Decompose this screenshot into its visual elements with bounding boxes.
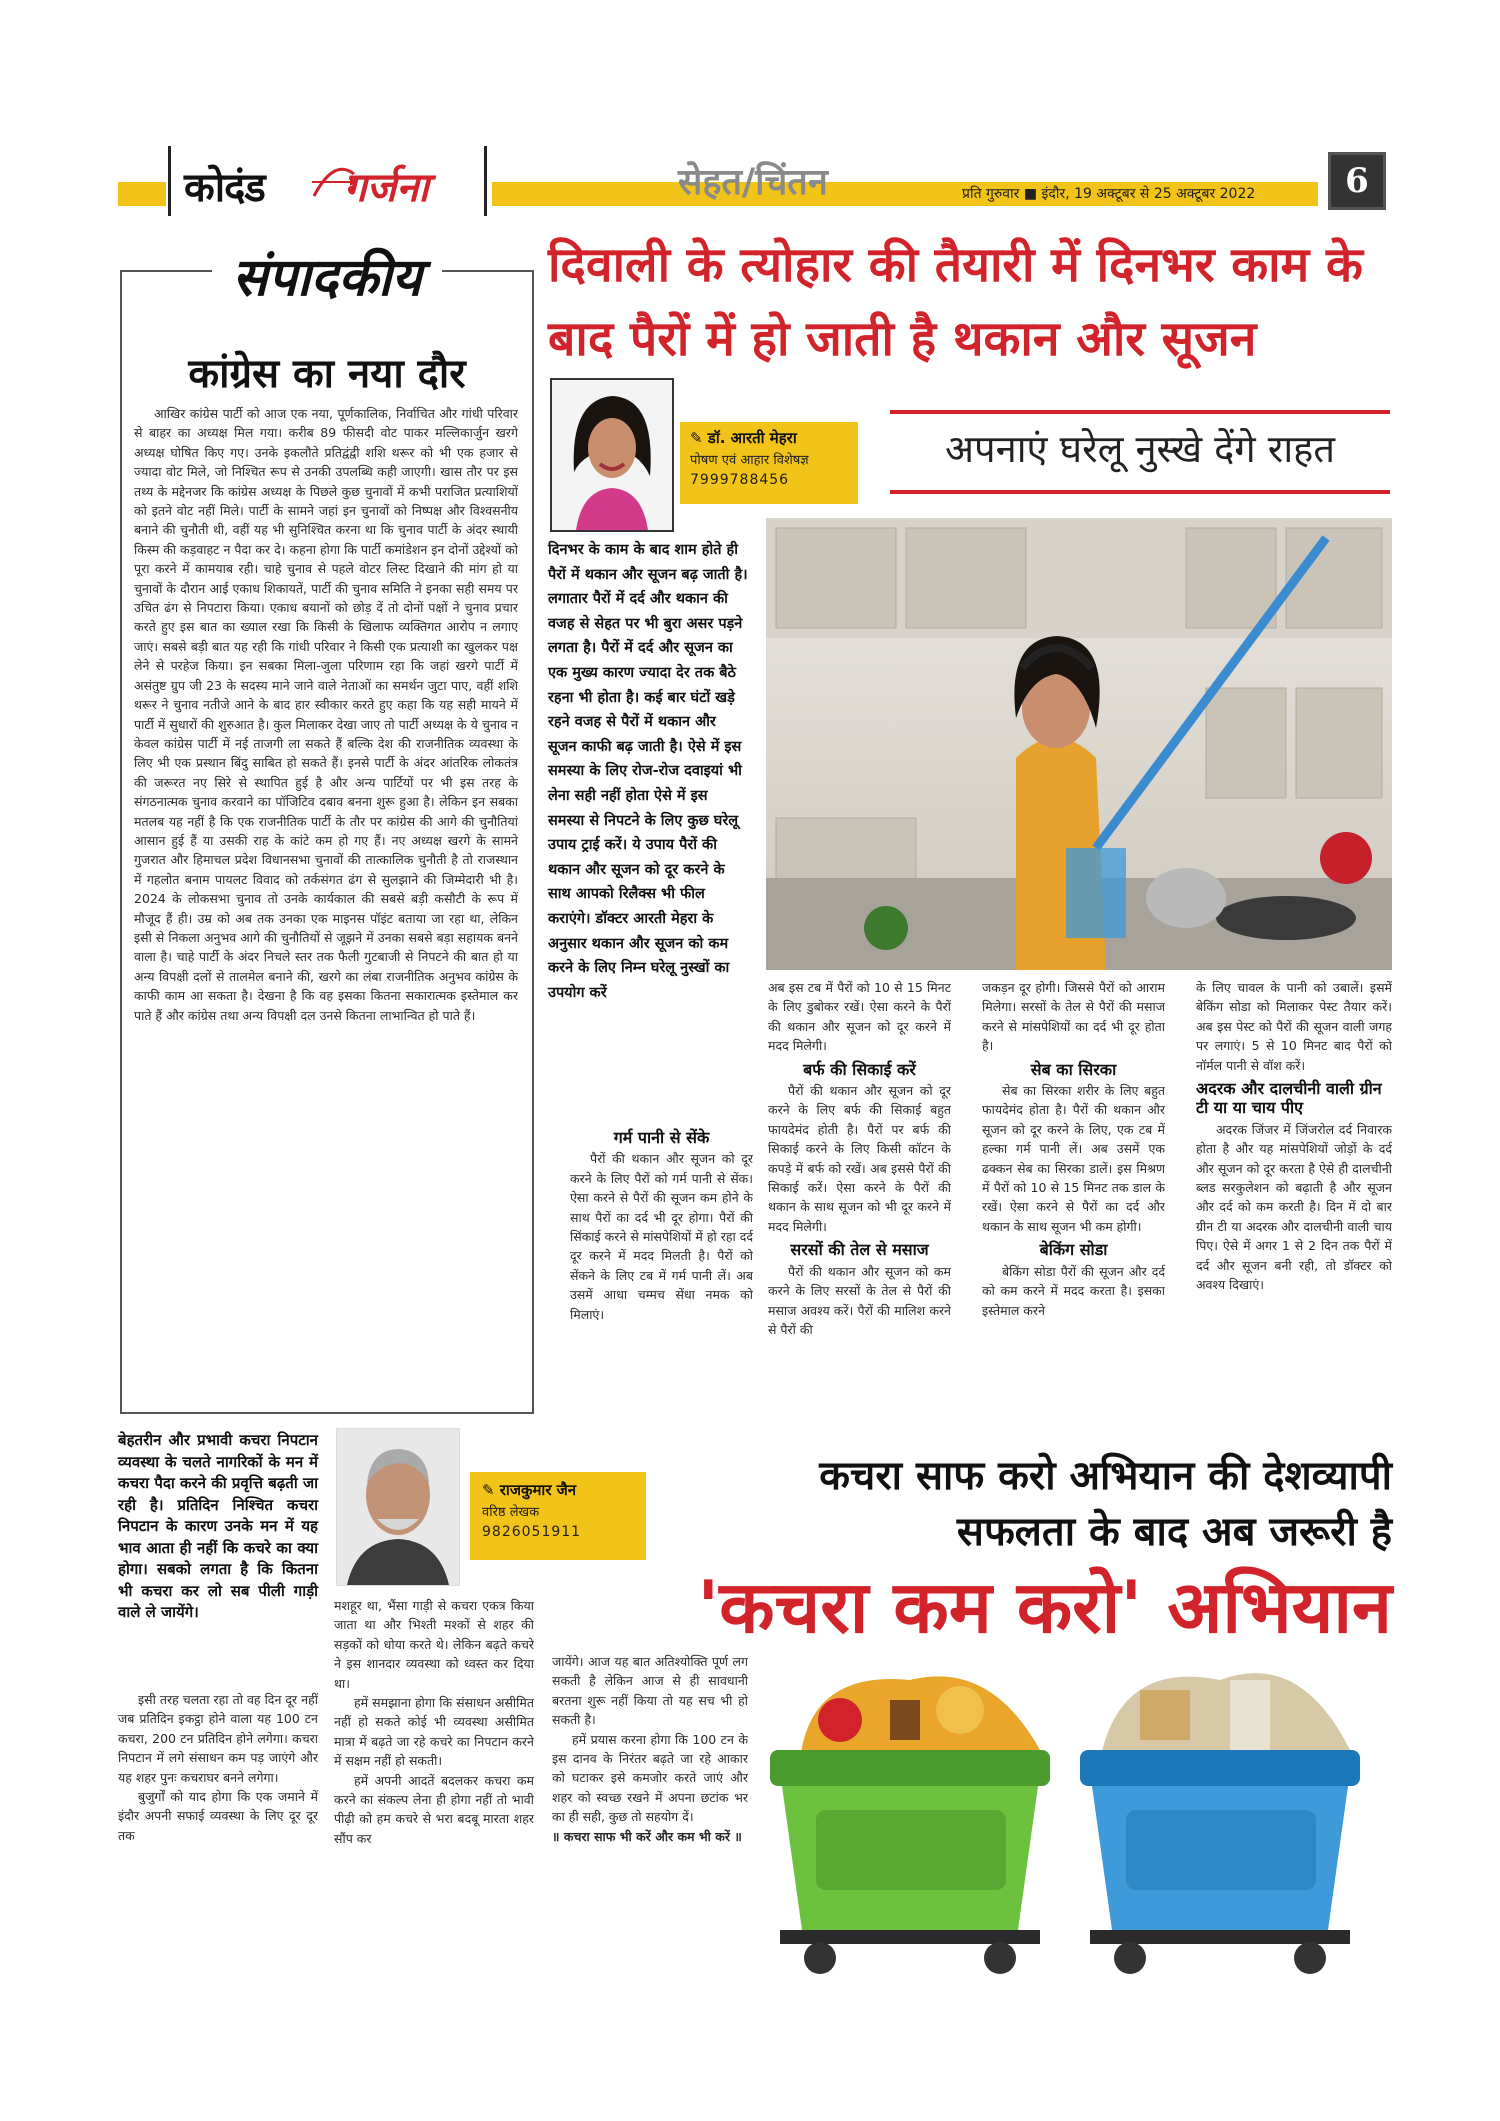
author1-card [680,422,858,504]
author2-role: वरिष्ठ लेखक [482,1505,540,1520]
author1-name: डॉ. आरती मेहरा [707,429,797,447]
section-text-ginger-tea: अदरक जिंजर में जिंजरोल दर्द निवारक होता है और यह मांसपेशियों जोड़ों के दर्द और सूजन को दूर करता है ऐसे ही दालचीनी ब्लड सरकुलेशन को बढ़ाती है और सूजन और दर्द को कम करती है। दिन में दो बार ग्रीन टी या अदरक और दालचीनी वाली चाय पिए। ऐसे में अगर 1 से 2 दिन तक पैरों में दर्द और सूजन बनी रही, तो डॉक्टर को अवश्य दिखाएं। [1196,1121,1392,1293]
section-title-hot-water: गर्म पानी से सेंके [613,1128,710,1147]
author1-portrait-image [552,380,672,530]
author2-name: राजकुमार जैन [499,1481,577,1499]
article2-big-headline: 'कचरा कम करो' अभियान [697,1565,1392,1649]
section-title-ice: बर्फ की सिकाई करें [803,1059,916,1079]
author1-photo [550,378,674,532]
editorial-title: कांग्रेस का नया दौर [188,351,466,397]
section-text-baking-soda-cont: के लिए चावल के पानी को उबालें। इसमें बेकिंग सोडा को मिलाकर पेस्ट तैयार करें। अब इस पेस्ट को पैरों की सूजन वाली जगह पर लगाएं। 5 से 10 मिनट बाद पैरों को नॉर्मल पानी से वॉश करें। [1196,980,1392,1073]
article2-col1-text: इसी तरह चलता रहा तो वह दिन दूर नहीं जब प्रतिदिन इकट्ठा होने वाला यह 100 टन कचरा, 200 टन प्रतिदिन होने लगेगा। कचरा निपटान में लगे संसाधन कम पड़ जाएंगे और यह शहर पुनः कचराघर बनने लगेगा। [118,1692,318,1785]
article1-image [766,518,1392,970]
article2-col3-text: जायेंगे। आज यह बात अतिश्योक्ति पूर्ण लग सकती है लेकिन आज से ही सावधानी बरतना शुरू नहीं किया तो यह सच भी हो सकती है। [552,1654,748,1728]
section-title-ginger-tea: अदरक और दालचीनी वाली ग्रीन टी या या चाय पीए [1196,1079,1382,1118]
article2-slogan: ॥ कचरा साफ भी करें और कम भी करें ॥ [552,1828,742,1844]
header-yellow-bar-left [118,182,166,206]
article1-subheadline: अपनाएं घरेलू नुस्खे देंगे राहत [944,427,1335,471]
article1-column-2 [768,978,951,1408]
section-text-mustard-oil-cont: जकड़न दूर होगी। जिससे पैरों को आराम मिलेगा। सरसों के तेल से पैरों की मसाज करने से मांसपेशियों का दर्द भी दूर होता है। [982,980,1165,1054]
section-label: सेहत/चिंतन [678,161,828,203]
author2-name-row [482,1480,634,1500]
article1-headline: दिवाली के त्योहार की तैयारी में दिनभर काम के बाद पैरों में हो जाती है थकान और सूजन [548,237,1363,367]
article2-headline [650,1448,1392,1560]
article2-column-1 [118,1690,318,1990]
article2-col1b-text: बुजुर्गों को याद होगा कि एक जमाने में इंदौर अपनी सफाई व्यवस्था के लिए दूर दूर तक [118,1789,318,1843]
logo-text-kodand: कोदंड [184,164,265,211]
section-text-hot-water: पैरों की थकान और सूजन को दूर करने के लिए पैरों को गर्म पानी से सेंक। ऐसा करने से पैरों की सूजन कम होने के साथ पैरों का दर्द भी दूर होगा। पैरों की सिंकाई करने से मांसपेशियों में हो रहा दर्द दूर करने में मदद मिलती है। पैरों को सेंकने के लिए टब में गर्म पानी लें। अब उसमें आधा चम्मच सेंधा नमक को मिलाएं। [570,1151,753,1322]
article2-col2-text: मशहूर था, भैंसा गाड़ी से कचरा एकत्र किया जाता था और भिश्ती मश्कों से शहर की सड़कों को धोया करते थे। लेकिन बढ़ते कचरे ने इस शानदार व्यवस्था को ध्वस्त कर दिया था। [334,1598,534,1691]
subheadline-rule-top [890,410,1390,414]
pen-icon: ✎ [690,429,708,447]
section-text-baking-soda: बेकिंग सोडा पैरों की सूजन और दर्द को कम करने में मदद करता है। इसका इस्तेमाल करने [982,1263,1165,1318]
author2-portrait-image [337,1429,459,1585]
section-title-baking-soda: बेकिंग सोडा [1039,1240,1108,1260]
dustbins-image [760,1640,1372,1980]
author1-phone: 7999788456 [690,472,790,488]
article2-col2b-text: हमें समझाना होगा कि संसाधन असीमित नहीं हो सकते कोई भी व्यवस्था असीमित मात्रा में बढ़ते जा रहे कचरे का निपटान करने में सक्षम नहीं हो सकती। [334,1695,534,1769]
section-text-ice: पैरों की थकान और सूजन को दूर करने के लिए बर्फ की सिकाई बहुत फायदेमंद होती है। पैरों पर बर्फ की सिकाई करने के लिए किसी कॉटन के कपड़े में बर्फ को रखें। अब इससे पैरों की सिकाई करें। ऐसा करने के पैरों की थकान के साथ सूजन को भी दूर करने में मदद मिलेगी। [768,1083,951,1234]
section-title-apple-vinegar: सेब का सिरका [1030,1059,1117,1079]
dustbins-illustration [760,1640,1372,1980]
article2-lead: बेहतरीन और प्रभावी कचरा निपटान व्यवस्था के चलते नागरिकों के मन में कचरा पैदा करने की प्रवृत्ति बढ़ती जा रही है। प्रतिदिन निश्चित कचरा निपटान के कारण उनके मन में यह भाव आता ही नहीं कि कचरे का क्या होगा। सबको लगता है कि कितना भी कचरा कर लो सब पीली गाड़ी वाले ले जायेंगे। [118,1431,318,1621]
author2-card [470,1472,646,1560]
editorial-heading: संपादकीय [212,240,442,311]
author1-role: पोषण एवं आहार विशेषज्ञ [690,453,809,468]
article1-column-3 [982,978,1165,1408]
editorial-body [134,404,518,1404]
article2-headline-line2: सफलता के बाद अब जरूरी है [956,1509,1392,1555]
author2-photo [336,1428,460,1586]
subheadline-rule-bottom [890,490,1390,494]
kitchen-woman-photo [766,518,1392,970]
page-number: 6 [1328,152,1386,210]
section-text-mustard-oil: पैरों की थकान और सूजन को कम करने के लिए सरसों के तेल से पैरों की मसाज अवश्य करें। पैरों की मालिश करने से पैरों की [768,1263,951,1337]
section-text-apple-vinegar: सेब का सिरका शरीर के लिए बहुत फायदेमंद होता है। पैरों की थकान और सूजन को दूर करने के लिए, एक टब में हल्का गर्म पानी लें। अब उसमें एक ढक्कन सेब का सिरका डालें। इस मिश्रण में पैरों को 10 से 15 मिनट तक डाल के रखें। ऐसा करने से पैरों का दर्द और थकान के साथ सूजन भी कम होगी। [982,1083,1165,1234]
article2-headline-line1: कचरा साफ करो अभियान की देशव्यापी [819,1453,1392,1499]
pen-icon: ✎ [482,1481,500,1499]
author1-name-row [690,428,848,448]
newspaper-logo [162,150,482,212]
article2-column-2 [334,1596,534,1990]
editorial-text: आखिर कांग्रेस पार्टी को आज एक नया, पूर्णकालिक, निर्वाचित और गांधी परिवार से बाहर का अध्यक्ष मिल गया। करीब 89 फीसदी वोट पाकर मल्लिकार्जुन खरगे अध्यक्ष घोषित किए गए। उनके इकलौते प्रतिद्वंद्वी शशि थरूर को भी एक हजार से ज्यादा वोट मिले, जो निश्चित रूप से उनकी उपलब्धि कही जाएगी। खास तौर पर इस तथ्य के मद्देनजर कि कांग्रेस अध्यक्ष के पिछले कुछ चुनावों में कभी पराजित प्रत्याशियों को इतने वोट नहीं मिले। पार्टी के सामने जहां इन चुनावों को निष्पक्ष और विश्वसनीय बनाने की चुनौती थी, वहीं यह भी सुनिश्चित करना था कि चुनाव पार्टी के अंदर स्थायी किस्म की कड़वाहट न पैदा कर दे। कहना होगा कि पार्टी कमांडेशन इन दोनों उद्देश्यों को पूरा करने में कामयाब रही। चाहे चुनाव से पहले वोटर लिस्ट दिखाने की मांग हो या चुनावों के दौरान आई एकाध शिकायतें, पार्टी की चुनाव समिति ने इनका सही समय पर उचित ढंग से निपटारा किया। एकाध बयानों को छोड़ दें तो दोनों पक्षों ने चुनाव प्रचार करते हुए इस बात का ख्याल रखा कि किसी के खिलाफ व्यक्तिगत आरोप न लगाए जाएं। सबसे बड़ी बात यह रही कि गांधी परिवार ने किसी एक प्रत्याशी का खुलकर पक्ष लेने से परहेज किया। इन सबका मिला-जुला परिणाम रहा कि जहां खरगे पार्टी में असंतुष्ट ग्रुप जी 23 के सदस्य माने जाने वाले नेताओं का समर्थन जुटा पाए, वहीं शशि थरूर ने चुनाव नतीजे आने के बाद हार स्वीकार करते हुए कहा कि यह सही मायने में पार्टी में सुधारों की शुरुआत है। कुल मिलाकर देखा जाए तो पार्टी अध्यक्ष के ये चुनाव न केवल कांग्रेस पार्टी में नई ताजगी ला सकते हैं बल्कि देश की राजनीतिक व्यवस्था के लिए भी एक प्रस्थान बिंदु साबित हो सकते हैं। इनसे पार्टी के अंदर आंतरिक लोकतंत्र की जरूरत नए सिरे से स्थापित हुई है और अन्य पार्टियों पर भी इस तरह के संगठनात्मक चुनाव करवाने का पॉजिटिव दबाव बनना शुरू हुआ है। लेकिन इन सबका मतलब यह नहीं है कि एक राजनीतिक पार्टी के तौर पर कांग्रेस की आगे की चुनौतियां आसान हुई हैं या उसकी राह के कांटे कम हो गए हैं। नए अध्यक्ष खरगे के सामने गुजरात और हिमाचल प्रदेश विधानसभा चुनावों की तात्कालिक चुनौती है तो राजस्थान में गहलोत बनाम पायलट विवाद को तर्कसंगत ढंग से सुलझाने की जिम्मेदारी भी है। 2024 के लोकसभा चुनाव तो उनके कार्यकाल की सबसे बड़ी कसौटी के रूप में मौजूद हैं ही। उम्र को अब तक उनका एक माइनस पॉइंट बताया जा रहा था, लेकिन इसी से निकला अनुभव आगे की चुनौतियों से जूझने में उनका सबसे बड़ा सहायक बनने वाला है। चाहे पार्टी के अंदर निचले स्तर तक फैली गुटबाजी से निपटने की बात हो या अन्य विपक्षी दलों से तालमेल बनाने की, खरगे का लंबा राजनीतिक अनुभव कांग्रेस के काफी काम आ सकता है। देखना है कि वह इसका कितना सकारात्मक इस्तेमाल कर पाते हैं और कांग्रेस तथा अन्य विपक्षी दल उनसे कितना लाभान्वित हो पाते हैं। [134,406,518,1023]
section-text-hot-water-cont: अब इस टब में पैरों को 10 से 15 मिनट के लिए डुबोकर रखें। ऐसा करने के पैरों की थकान और सूजन को दूर करने में मदद मिलेगी। [768,980,951,1054]
section-title-mustard-oil: सरसों की तेल से मसाज [790,1240,929,1260]
article2-column-3 [552,1652,748,1992]
article1-intro: दिनभर के काम के बाद शाम होते ही पैरों में थकान और सूजन बढ़ जाती है। लगातार पैरों में दर्द और थकान की वजह से सेहत पर भी बुरा असर पड़ने लगता है। पैरों में दर्द और सूजन का एक मुख्य कारण ज्यादा देर तक बैठे रहना भी होता है। कई बार घंटों खड़े रहने वजह से पैरों में थकान और सूजन काफी बढ़ जाती है। ऐसे में इस समस्या के लिए रोज-रोज दवाइयां भी लेना सही नहीं होता ऐसे में इस समस्या से निपटने के लिए कुछ घरेलू उपाय ट्राई करें। ये उपाय पैरों की थकान और सूजन को दूर करने के साथ आपको रिलैक्स भी फील कराएंगे। डॉक्टर आरती मेहरा के अनुसार थकान और सूजन को कम करने के लिए निम्न घरेलू नुस्खों का उपयोग करें [548,542,748,1001]
article1-column-4 [1196,978,1392,1408]
article1-column-1 [570,1124,753,1410]
logo-text-garjana: गर्जना [344,164,429,211]
header-divider-right [484,146,487,216]
issue-date: प्रति गुरुवार ■ इंदौर, 19 अक्टूबर से 25 अक्टूबर 2022 [962,186,1256,202]
author2-phone: 9826051911 [482,1524,582,1540]
article2-col2c-text: हमें अपनी आदतें बदलकर कचरा कम करने का संकल्प लेना ही होगा नहीं तो भावी पीढ़ी को हम कचरे से भरा बदबू मारता शहर सौंप कर [334,1772,534,1846]
article2-col3b-text: हमें प्रयास करना होगा कि 100 टन के इस दानव के निरंतर बढ़ते जा रहे आकार को घटाकर इसे कमजोर करते जाएं और शहर को स्वच्छ रखने में अपना छटांक भर का ही सही, कुछ तो सहयोग दें। [552,1731,748,1825]
